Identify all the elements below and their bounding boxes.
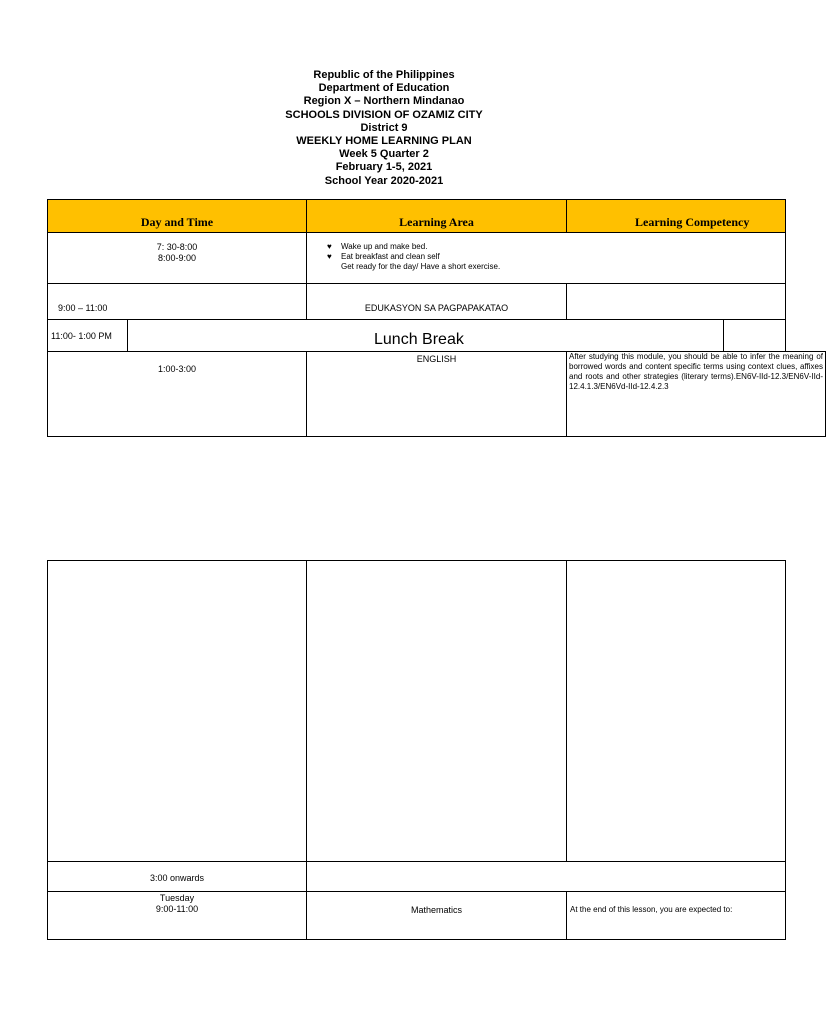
table-cell-empty (47, 560, 307, 862)
heart-bullet-icon: ♥ (327, 242, 332, 251)
table-cell-time: 3:00 onwards (47, 861, 307, 892)
heart-bullet-icon: ♥ (327, 252, 332, 261)
document-header (0, 69, 768, 188)
time-text: 8:00-9:00 (157, 253, 197, 263)
header-line: SCHOOLS DIVISION OF OZAMIZ CITY (285, 108, 483, 121)
time-text: 7: 30-8:00 (156, 242, 198, 252)
header-line: February 1-5, 2021 (335, 161, 433, 174)
column-header-learning-competency: Learning Competency (566, 199, 786, 233)
table-cell-activities (306, 232, 786, 284)
table-cell-empty (306, 560, 567, 862)
table-cell-empty (306, 861, 786, 892)
header-line: Week 5 Quarter 2 (339, 148, 429, 161)
header-line: District 9 (360, 121, 408, 134)
table-cell-time (47, 891, 307, 940)
table-cell-time: 9:00 – 11:00 (47, 283, 307, 320)
day-text: Tuesday (159, 893, 195, 903)
table-cell-time (47, 232, 307, 284)
table-cell-empty (723, 319, 786, 352)
activity-list (327, 242, 785, 272)
list-item: Get ready for the day/ Have a short exercise. (341, 262, 501, 271)
table-cell-competency (566, 283, 786, 320)
header-line: WEEKLY HOME LEARNING PLAN (296, 135, 472, 148)
column-header-learning-area: Learning Area (306, 199, 567, 233)
table-cell-learning-area: EDUKASYON SA PAGPAPAKATAO (306, 283, 567, 320)
list-item: ♥ Wake up and make bed. (327, 242, 428, 251)
table-cell-learning-area: Mathematics (306, 891, 567, 940)
header-line: Republic of the Philippines (313, 69, 455, 81)
lunch-break-label: Lunch Break (374, 331, 464, 348)
time-text: 9:00-11:00 (155, 904, 199, 914)
table-cell-learning-area: ENGLISH (306, 351, 567, 437)
table-cell-empty (566, 560, 786, 862)
table-cell-competency: After studying this module, you should be able to infer the meaning of borrowed words and content specific terms using context clues, affixes and roots and other strategies (literary terms).EN6V-IId-12.3/EN6V-IId-12.4.1.3/EN6Vd-IId-12.4.2.3 (566, 351, 826, 437)
table-cell-competency: At the end of this lesson, you are expected to: (566, 891, 786, 940)
header-line: School Year 2020-2021 (324, 174, 444, 187)
header-line: Region X – Northern Mindanao (303, 95, 465, 108)
list-item: ♥ Eat breakfast and clean self (327, 252, 440, 261)
header-line: Department of Education (318, 82, 450, 95)
column-header-day-time: Day and Time (47, 199, 307, 233)
table-cell-time: 1:00-3:00 (47, 351, 307, 437)
table-cell-time: 11:00- 1:00 PM (47, 319, 128, 352)
